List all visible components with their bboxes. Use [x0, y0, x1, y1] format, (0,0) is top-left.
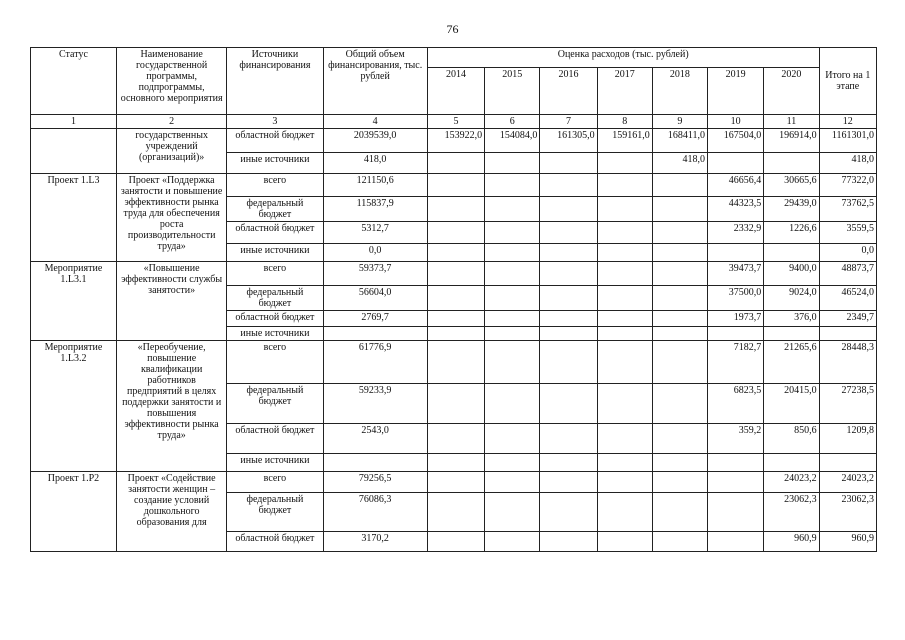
total-cell: 0,0 [323, 244, 427, 262]
year-value-cell: 161305,0 [540, 129, 597, 153]
year-value-cell [652, 327, 707, 341]
stage-total-cell: 28448,3 [819, 341, 876, 384]
header-stage-total: Итого на 1 этапе [819, 48, 876, 115]
year-value-cell [427, 454, 484, 472]
stage-total-cell: 3559,5 [819, 222, 876, 244]
source-cell: областной бюджет [227, 311, 323, 327]
year-value-cell [708, 244, 764, 262]
total-cell: 3170,2 [323, 532, 427, 552]
year-value-cell [708, 493, 764, 532]
year-value-cell [652, 222, 707, 244]
year-value-cell [427, 493, 484, 532]
total-cell: 115837,9 [323, 197, 427, 222]
total-cell: 59373,7 [323, 262, 427, 286]
year-value-cell: 168411,0 [652, 129, 707, 153]
year-value-cell [485, 197, 540, 222]
stage-total-cell: 46524,0 [819, 286, 876, 311]
year-value-cell [597, 174, 652, 197]
source-cell: областной бюджет [227, 129, 323, 153]
year-value-cell [708, 327, 764, 341]
year-value-cell [597, 472, 652, 493]
year-value-cell [652, 262, 707, 286]
source-cell: федеральный бюджет [227, 493, 323, 532]
name-cell: Проект «Содействие занятости женщин – создание условий дошкольного образования для [116, 472, 226, 552]
year-value-cell [485, 454, 540, 472]
year-value-cell [597, 222, 652, 244]
total-cell: 2039539,0 [323, 129, 427, 153]
source-cell: федеральный бюджет [227, 286, 323, 311]
year-value-cell [427, 197, 484, 222]
year-value-cell [597, 454, 652, 472]
source-cell: иные источники [227, 454, 323, 472]
year-value-cell [485, 222, 540, 244]
table-row [31, 262, 877, 286]
year-value-cell: 159161,0 [597, 129, 652, 153]
year-value-cell [427, 384, 484, 424]
year-value-cell [485, 341, 540, 384]
source-cell: федеральный бюджет [227, 384, 323, 424]
year-value-cell [540, 153, 597, 174]
year-value-cell [427, 327, 484, 341]
total-cell: 121150,6 [323, 174, 427, 197]
year-value-cell [597, 197, 652, 222]
stage-total-cell: 1209,8 [819, 424, 876, 454]
year-value-cell [652, 244, 707, 262]
year-value-cell [485, 327, 540, 341]
year-value-cell: 29439,0 [764, 197, 819, 222]
year-value-cell [652, 384, 707, 424]
total-cell: 76086,3 [323, 493, 427, 532]
year-value-cell: 21265,6 [764, 341, 819, 384]
status-cell: Мероприятие 1.L3.2 [31, 341, 117, 472]
stage-total-cell: 77322,0 [819, 174, 876, 197]
total-cell: 56604,0 [323, 286, 427, 311]
year-value-cell [427, 222, 484, 244]
year-value-cell: 37500,0 [708, 286, 764, 311]
year-value-cell: 359,2 [708, 424, 764, 454]
stage-total-cell: 23062,3 [819, 493, 876, 532]
year-value-cell: 46656,4 [708, 174, 764, 197]
year-value-cell: 7182,7 [708, 341, 764, 384]
stage-total-cell: 73762,5 [819, 197, 876, 222]
year-value-cell [597, 327, 652, 341]
year-value-cell [540, 222, 597, 244]
year-value-cell [427, 262, 484, 286]
year-value-cell [652, 341, 707, 384]
source-cell: иные источники [227, 153, 323, 174]
year-value-cell [652, 286, 707, 311]
year-value-cell [540, 384, 597, 424]
year-value-cell [485, 384, 540, 424]
header-year: 2020 [764, 68, 819, 115]
table-row [31, 472, 877, 493]
year-value-cell [708, 454, 764, 472]
year-value-cell [652, 311, 707, 327]
source-cell: иные источники [227, 244, 323, 262]
year-value-cell [597, 244, 652, 262]
year-value-cell [597, 286, 652, 311]
year-value-cell: 154084,0 [485, 129, 540, 153]
year-value-cell: 24023,2 [764, 472, 819, 493]
year-value-cell [540, 286, 597, 311]
year-value-cell [540, 174, 597, 197]
year-value-cell [485, 262, 540, 286]
table-row [31, 341, 877, 384]
year-value-cell [597, 493, 652, 532]
year-value-cell [540, 197, 597, 222]
year-value-cell [427, 532, 484, 552]
header-year: 2014 [427, 68, 484, 115]
year-value-cell [427, 286, 484, 311]
header-year: 2017 [597, 68, 652, 115]
status-cell [31, 129, 117, 174]
column-number: 10 [708, 115, 764, 129]
year-value-cell [540, 532, 597, 552]
column-number: 9 [652, 115, 707, 129]
header-name: Наименование государственной программы, подпрограммы, основного мероприятия [116, 48, 226, 115]
budget-table [30, 47, 877, 552]
source-cell: областной бюджет [227, 532, 323, 552]
total-cell: 5312,7 [323, 222, 427, 244]
year-value-cell [427, 424, 484, 454]
column-number: 5 [427, 115, 484, 129]
header-total: Общий объем финансирования, тыс. рублей [323, 48, 427, 115]
total-cell: 59233,9 [323, 384, 427, 424]
year-value-cell: 9024,0 [764, 286, 819, 311]
total-cell: 61776,9 [323, 341, 427, 384]
year-value-cell: 196914,0 [764, 129, 819, 153]
year-value-cell [540, 311, 597, 327]
table-row [31, 174, 877, 197]
status-cell: Мероприятие 1.L3.1 [31, 262, 117, 341]
year-value-cell [485, 286, 540, 311]
year-value-cell [485, 311, 540, 327]
year-value-cell [485, 174, 540, 197]
year-value-cell [540, 493, 597, 532]
year-value-cell [427, 174, 484, 197]
year-value-cell [485, 153, 540, 174]
year-value-cell: 20415,0 [764, 384, 819, 424]
year-value-cell [708, 472, 764, 493]
year-value-cell [485, 244, 540, 262]
source-cell: областной бюджет [227, 424, 323, 454]
header-year: 2015 [485, 68, 540, 115]
year-value-cell [485, 472, 540, 493]
year-value-cell: 153922,0 [427, 129, 484, 153]
year-value-cell [597, 311, 652, 327]
stage-total-cell: 960,9 [819, 532, 876, 552]
year-value-cell [485, 424, 540, 454]
stage-total-cell: 1161301,0 [819, 129, 876, 153]
source-cell: всего [227, 174, 323, 197]
year-value-cell [764, 454, 819, 472]
year-value-cell [764, 244, 819, 262]
stage-total-cell: 0,0 [819, 244, 876, 262]
year-value-cell: 418,0 [652, 153, 707, 174]
year-value-cell [540, 341, 597, 384]
name-cell: государственных учреждений (организаций)» [116, 129, 226, 174]
source-cell: иные источники [227, 327, 323, 341]
year-value-cell: 376,0 [764, 311, 819, 327]
year-value-cell [597, 341, 652, 384]
year-value-cell [764, 153, 819, 174]
year-value-cell: 1973,7 [708, 311, 764, 327]
year-value-cell [652, 174, 707, 197]
year-value-cell [485, 493, 540, 532]
year-value-cell [427, 244, 484, 262]
year-value-cell [708, 532, 764, 552]
year-value-cell [652, 493, 707, 532]
table-row [31, 129, 877, 153]
header-year: 2019 [708, 68, 764, 115]
year-value-cell: 850,6 [764, 424, 819, 454]
column-number: 1 [31, 115, 117, 129]
year-value-cell [652, 532, 707, 552]
total-cell: 2543,0 [323, 424, 427, 454]
year-value-cell [652, 197, 707, 222]
year-value-cell [597, 532, 652, 552]
year-value-cell: 1226,6 [764, 222, 819, 244]
stage-total-cell: 24023,2 [819, 472, 876, 493]
source-cell: федеральный бюджет [227, 197, 323, 222]
total-cell [323, 327, 427, 341]
source-cell: всего [227, 472, 323, 493]
table-header [31, 48, 877, 129]
year-value-cell: 960,9 [764, 532, 819, 552]
source-cell: всего [227, 341, 323, 384]
year-value-cell [597, 262, 652, 286]
name-cell: Проект «Поддержка занятости и повышение эффективности рынка труда для обеспечения роста производительности труда» [116, 174, 226, 262]
column-number: 6 [485, 115, 540, 129]
table-body [31, 129, 877, 552]
column-numbers-row [31, 115, 877, 129]
year-value-cell: 44323,5 [708, 197, 764, 222]
year-value-cell [652, 472, 707, 493]
year-value-cell [652, 424, 707, 454]
year-value-cell [427, 472, 484, 493]
total-cell: 418,0 [323, 153, 427, 174]
column-number: 12 [819, 115, 876, 129]
year-value-cell: 2332,9 [708, 222, 764, 244]
column-number: 8 [597, 115, 652, 129]
year-value-cell [485, 532, 540, 552]
year-value-cell [652, 454, 707, 472]
year-value-cell [597, 153, 652, 174]
stage-total-cell: 418,0 [819, 153, 876, 174]
year-value-cell [540, 262, 597, 286]
year-value-cell [540, 424, 597, 454]
year-value-cell: 39473,7 [708, 262, 764, 286]
name-cell: «Переобучение, повышение квалификации работников предприятий в целях поддержки занятости и повышения эффективности рынка труда» [116, 341, 226, 472]
stage-total-cell: 48873,7 [819, 262, 876, 286]
year-value-cell [427, 311, 484, 327]
year-value-cell [540, 472, 597, 493]
year-value-cell [764, 327, 819, 341]
total-cell [323, 454, 427, 472]
status-cell: Проект 1.P2 [31, 472, 117, 552]
column-number: 11 [764, 115, 819, 129]
year-value-cell: 9400,0 [764, 262, 819, 286]
year-value-cell [597, 384, 652, 424]
stage-total-cell: 2349,7 [819, 311, 876, 327]
year-value-cell [597, 424, 652, 454]
year-value-cell: 167504,0 [708, 129, 764, 153]
stage-total-cell [819, 454, 876, 472]
year-value-cell [427, 341, 484, 384]
year-value-cell: 23062,3 [764, 493, 819, 532]
year-value-cell [540, 327, 597, 341]
status-cell: Проект 1.L3 [31, 174, 117, 262]
year-value-cell [540, 454, 597, 472]
source-cell: областной бюджет [227, 222, 323, 244]
header-year: 2018 [652, 68, 707, 115]
header-estimate: Оценка расходов (тыс. рублей) [427, 48, 819, 68]
column-number: 7 [540, 115, 597, 129]
header-year: 2016 [540, 68, 597, 115]
year-value-cell [708, 153, 764, 174]
column-number: 4 [323, 115, 427, 129]
column-number: 2 [116, 115, 226, 129]
header-sources: Источники финансирования [227, 48, 323, 115]
source-cell: всего [227, 262, 323, 286]
year-value-cell [540, 244, 597, 262]
year-value-cell: 30665,6 [764, 174, 819, 197]
stage-total-cell [819, 327, 876, 341]
total-cell: 79256,5 [323, 472, 427, 493]
header-status: Статус [31, 48, 117, 115]
year-value-cell [427, 153, 484, 174]
page-number: 76 [446, 22, 459, 36]
total-cell: 2769,7 [323, 311, 427, 327]
name-cell: «Повышение эффективности службы занятости» [116, 262, 226, 341]
stage-total-cell: 27238,5 [819, 384, 876, 424]
year-value-cell: 6823,5 [708, 384, 764, 424]
column-number: 3 [227, 115, 323, 129]
